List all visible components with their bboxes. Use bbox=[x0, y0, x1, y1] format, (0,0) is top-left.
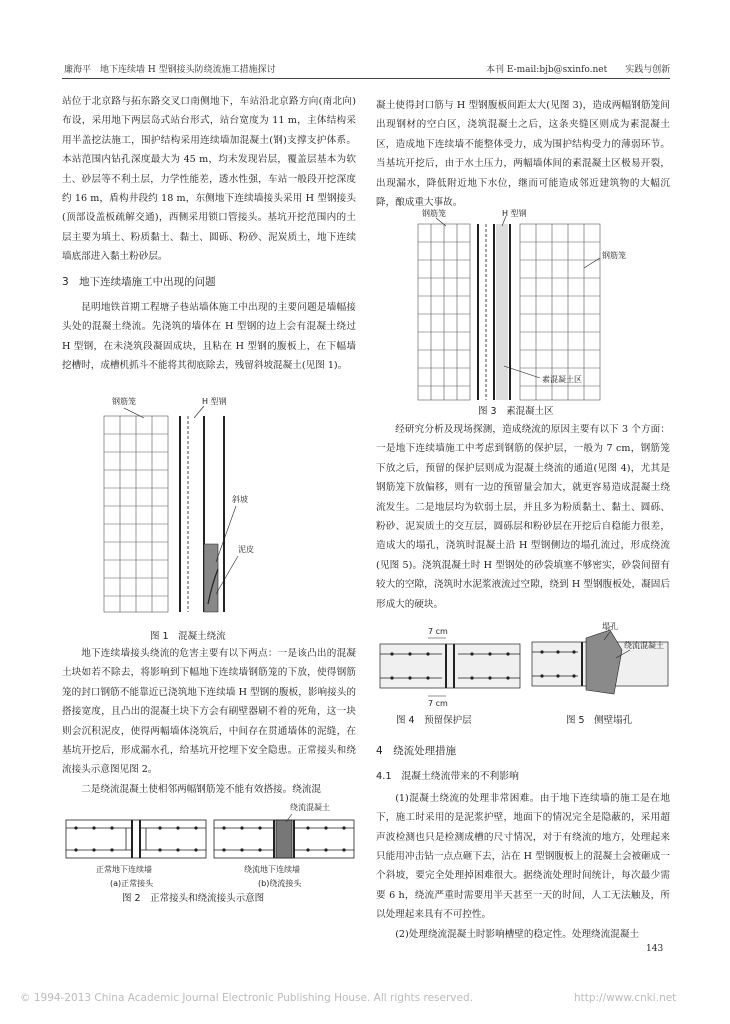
running-header-right: 本刊 E-mail:bjb@sxinfo.net 实践与创新 bbox=[486, 65, 671, 75]
fig2-label-flow: 绕流混凝土 bbox=[290, 803, 330, 812]
paragraph: 地下连续墙接头绕流的危害主要有以下两点：一是该凸出的混凝土块如若不除去，将影响到下幅地下连续墙钢筋笼的下放，使得钢筋笼的封口钢筋不能靠近已浇筑地下连续墙 H 型钢的腹板，影响接头的搭接宽度，且凸出的混凝土块下方会有刷壁器刷不着的死角，这一块则会沉积泥皮，使得两幅墙体浇筑后，中间存在贯通墙体的泥缝，在基坑开挖后，形成漏水孔，给基坑开挖埋下安全隐患。正常接头和绕流接头示意图见图 2。 bbox=[62, 648, 356, 776]
fig5-label-hole: 塌孔 bbox=[602, 622, 618, 631]
fig1-label-mud: 泥皮 bbox=[238, 545, 254, 554]
fig5-label-flow: 绕流混凝土 bbox=[624, 641, 664, 650]
figure-1-caption: 图 1 混凝土绕流 bbox=[150, 631, 226, 642]
paragraph: 站位于北京路与拓东路交叉口南侧地下，车站沿北京路方向(南北向)布设，采用地下两层岛式站台形式，站台宽度为 11 m，主体结构采用半盖挖法施工，围护结构采用连续墙加混凝土(钢)支撑支护体系。本站范围内钻孔深度最大为 45 m，均未发现岩层，覆盖层基本为软土、砂层等不利土层，力学性能差，透水性强，车站一般段开挖深度约 16 m，盾构井段约 18 m，东侧地下连续墙接头采用 H 型钢接头(顶部设盖板疏解交通)，西侧采用锁口管接头。基坑开挖范围内的土层主要为填土、粉质黏土、黏土、圆砾、粉砂、泥炭质土，地下连续墙底部进入黏土粉砂层。 bbox=[62, 96, 356, 263]
figure-3-caption: 图 3 素混凝土区 bbox=[478, 406, 554, 417]
fig2-subcaption-b: (b)绕流接头 bbox=[258, 879, 302, 888]
fig3-label-plain-zone: 素混凝土区 bbox=[542, 375, 582, 384]
fig1-label-slope: 斜坡 bbox=[232, 495, 248, 504]
subsection-heading-4-1: 4.1 混凝土绕流带来的不利影响 bbox=[376, 771, 519, 783]
right-column-bottom bbox=[376, 736, 670, 944]
fig4-dim-bottom: 7 cm bbox=[428, 699, 448, 708]
paragraph: 经研究分析及现场探测，造成绕流的原因主要有以下 3 个方面：一是地下连续墙施工中考虑到钢筋的保护层，一般为 7 cm，钢筋笼下放之后，预留的保护层则成为混凝土绕流的通道(见图 4)，尤其是钢筋笼下放偏移，则有一边的预留量会加大，就更容易造成混凝土绕流发生。二是地层均为软弱土层，并且多为粉质黏土、黏土、圆砾、粉砂、泥炭质土的交互层，圆砾层和粉砂层在开挖后自稳能力很差，造成大的塌孔，浇筑时混凝土沿 H 型钢侧边的塌孔流过，形成绕流(见图 5)。浇筑混凝土时 H 型钢处的砂袋填塞不够密实，砂袋间留有较大的空隙，浇筑时水泥浆液流过空隙，绕到 H 型钢腹板处，凝固后形成大的硬块。 bbox=[376, 424, 670, 610]
fig3-label-cage-left: 钢筋笼 bbox=[422, 209, 446, 218]
figure-2-caption: 图 2 正常接头和绕流接头示意图 bbox=[122, 893, 265, 904]
fig2-label-flow-wall: 绕流地下连续墙 bbox=[244, 865, 300, 874]
figure-1-concrete-flow bbox=[84, 394, 304, 626]
fig4-dim-top: 7 cm bbox=[428, 627, 448, 636]
right-column-top bbox=[376, 96, 670, 212]
right-column-middle bbox=[376, 420, 670, 614]
fig1-label-hsteel: H 型钢 bbox=[202, 397, 227, 406]
fig3-label-hsteel: H 型钢 bbox=[502, 209, 527, 218]
section-heading-3: 3 地下连续墙施工中出现的问题 bbox=[62, 275, 216, 288]
footer-copyright: © 1994-2013 China Academic Journal Electronic Publishing House. All rights reserved. bbox=[20, 992, 473, 1004]
figure-4-caption: 图 4 预留保护层 bbox=[396, 715, 472, 726]
fig2-label-normal-wall: 正常地下连续墙 bbox=[96, 865, 152, 874]
left-column-bottom bbox=[62, 644, 356, 799]
page-number: 143 bbox=[646, 944, 664, 954]
figure-3-plain-concrete-zone bbox=[416, 206, 646, 402]
paragraph: 二是绕流混凝土使相邻两幅钢筋笼不能有效搭接。绕流混 bbox=[81, 783, 322, 795]
figure-5-side-collapse bbox=[530, 620, 670, 710]
paragraph: (2)处理绕流混凝土时影响槽壁的稳定性。处理绕流混凝土 bbox=[395, 928, 640, 940]
figure-4-reserved-cover bbox=[378, 624, 522, 710]
running-header-left: 廉海平 地下连续墙 H 型钢接头防绕流施工措施探讨 bbox=[64, 65, 276, 75]
footer-url: http://www.cnki.net bbox=[574, 992, 677, 1004]
header-rule bbox=[62, 78, 670, 79]
fig3-label-cage-right: 钢筋笼 bbox=[602, 251, 626, 260]
paragraph: (1)混凝土绕流的处理非常困难。由于地下连续墙的施工是在地下，施工时采用的是泥浆护壁，地面下的情况完全是隐蔽的，采用超声波检测也只是检测成槽的尺寸情况，对于有绕流的地方，处理起来只能用冲击钻一点点砸下去，沾在 H 型钢腹板上的混凝土会被砸成一个斜坡，要完全处理掉困难很大。据绕流处理时间统计，每次最少需要 6 h，绕流严重时需要用半天甚至一天的时间，人工无法触及，所以处理起来具有不可控性。 bbox=[376, 792, 670, 921]
paragraph: 昆明地铁首期工程塘子巷站墙体施工中出现的主要问题是墙幅接头处的混凝土绕流。先浇筑的墙体在 H 型钢的边上会有混凝土绕过 H 型钢，在未浇筑段凝固成块，且粘在 H 型钢的腹板上，在下幅墙挖槽时，成槽机抓斗不能将其彻底除去，残留斜坡混凝土(见图 1)。 bbox=[62, 302, 356, 372]
figure-2-joints bbox=[64, 798, 356, 890]
paragraph: 凝土使得封口筋与 H 型钢腹板间距太大(见图 3)，造成两幅钢筋笼间出现钢材的空白区，浇筑混凝土之后，这条夹缝区则成为素混凝土区，造成地下连续墙不能整体受力，成为围护结构受力的薄弱环节。当基坑开挖后，由于水土压力，两幅墙体间的素混凝土区极易开裂，出现漏水，降低附近地下水位，继而可能造成邻近建筑物的大幅沉降，酿成重大事故。 bbox=[376, 100, 670, 209]
figure-5-caption: 图 5 侧壁塌孔 bbox=[566, 715, 633, 726]
section-heading-4: 4 绕流处理措施 bbox=[376, 745, 457, 757]
fig2-subcaption-a: (a)正常接头 bbox=[110, 879, 154, 888]
fig1-label-cage: 钢筋笼 bbox=[112, 397, 136, 406]
left-column-top bbox=[62, 92, 356, 376]
